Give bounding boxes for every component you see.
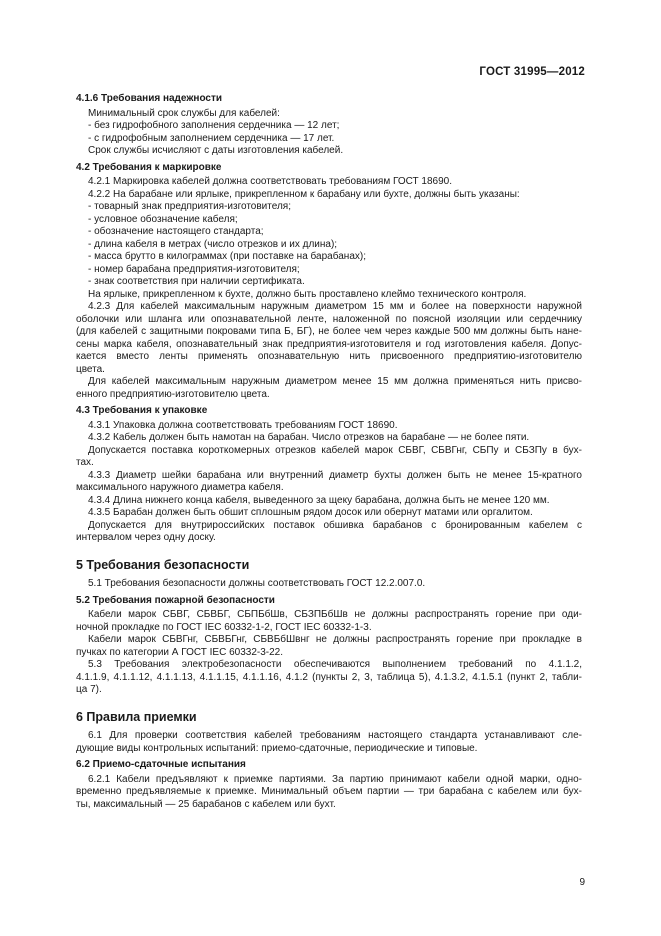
text-line: - товарный знак предприятия-изготовителя;: [88, 201, 291, 212]
subsection-heading: 5.2 Требования пожарной безопасности: [76, 594, 275, 606]
text-line: Срок службы исчисляют с даты изготовления кабелей.: [88, 145, 344, 156]
text-line: 4.3.3 Диаметр шейки барабана или внутренний диаметр бухты должен быть не менее 15-кратного: [88, 469, 582, 481]
text-line: - без гидрофобного заполнения сердечника — 12 лет;: [88, 120, 340, 131]
subsection-heading: 4.1.6 Требования надежности: [76, 93, 223, 104]
subsection-heading: 4.2 Требования к маркировке: [76, 161, 222, 173]
text-line: пучках по категории А ГОСТ IEC 60332-3-22.: [76, 646, 284, 658]
section-heading: 5 Требования безопасности: [76, 557, 250, 572]
subsection-heading: 4.3 Требования к упаковке: [76, 405, 208, 416]
text-line: Кабели марок СБВГнг, СБВБГнг, СБВБбШвнг не должны распространять горение при прокладке в: [88, 634, 582, 645]
text-line: Допускается поставка короткомерных отрезков кабелей марок СБВГ, СБВГнг, СБПу и СБЗПу в бух-: [88, 444, 582, 456]
section-heading: 6 Правила приемки: [76, 709, 197, 724]
text-line: 5.1 Требования безопасности должны соответствовать ГОСТ 12.2.007.0.: [88, 578, 426, 589]
text-line: сены марка кабеля, опознавательный знак предприятия-изготовителя и год изготовления кабеля. Допус-: [76, 338, 582, 350]
text-line: Минимальный срок службы для кабелей:: [88, 107, 280, 119]
text-line: цвета.: [76, 363, 105, 375]
subsection-heading: 6.2 Приемо-сдаточные испытания: [76, 759, 246, 770]
text-line: 6.2.1 Кабели предъявляют к приемке партиями. За партию принимают кабели одной марки, одно-: [88, 773, 582, 785]
text-line: 4.1.1.9, 4.1.1.12, 4.1.1.13, 4.1.1.15, 4.1.1.16, 4.1.2 (пункты 2, 3, таблица 5), 4.1.3.2, 4.1.5.1 (пункт 2, табли-: [76, 671, 582, 683]
page-number: 9: [579, 877, 585, 888]
text-line: 4.3.5 Барабан должен быть обшит сплошным рядом досок или обернут матами или оргалитом.: [88, 507, 533, 518]
text-line: 4.3.2 Кабель должен быть намотан на барабан. Число отрезков на барабане — не более пяти.: [88, 432, 530, 443]
document-code-header: ГОСТ 31995—2012: [479, 66, 585, 78]
text-line: (для кабелей с защитными покровами типа Б, БГ), не более чем через каждые 500 мм должны быть нане-: [76, 326, 582, 337]
text-line: оболочки или шланга или опознавательной ленте, наложенной по поясной изоляции или сердечнику: [76, 313, 582, 325]
text-line: ца 7).: [76, 684, 102, 695]
text-line: дующие виды контрольных испытаний: приемо-сдаточные, периодические и типовые.: [76, 742, 478, 754]
text-line: - обозначение настоящего стандарта;: [88, 226, 264, 237]
text-line: кается вместо ленты применять опознавательную нить присвоенного предприятию-изготовителю: [76, 351, 582, 362]
text-line: - масса брутто в килограммах (при поставке на барабанах);: [88, 251, 366, 262]
text-line: интервалом через одну доску.: [76, 532, 216, 543]
text-line: 4.2.2 На барабане или ярлыке, прикрепленном к барабану или бухте, должны быть указаны:: [88, 188, 520, 200]
text-line: максимального наружного диаметра кабеля.: [76, 482, 284, 493]
text-line: - условное обозначение кабеля;: [88, 213, 238, 225]
text-line: Кабели марок СБВГ, СБВБГ, СБПБбШв, СБЗПБбШв не должны распространять горение при оди-: [88, 609, 582, 620]
text-line: 4.3.4 Длина нижнего конца кабеля, выведенного за щеку барабана, должна быть не менее 120 мм.: [88, 494, 550, 506]
text-line: Допускается для внутрироссийских поставок обшивка барабанов с бронированным кабелем с: [88, 519, 582, 531]
text-line: - номер барабана предприятия-изготовителя;: [88, 263, 300, 275]
text-line: 4.3.1 Упаковка должна соответствовать требованиям ГОСТ 18690.: [88, 419, 398, 431]
text-line: - знак соответствия при наличии сертификата.: [88, 276, 305, 287]
text-line: тах.: [76, 457, 94, 468]
text-line: 6.1 Для проверки соответствия кабелей требованиям настоящего стандарта устанавливают сле-: [88, 730, 582, 741]
text-line: 4.2.1 Маркировка кабелей должна соответствовать требованиям ГОСТ 18690.: [88, 176, 452, 187]
text-line: временно предъявляемые к приемке. Минимальный объем партии — три барабана с кабелем или бух-: [76, 786, 582, 797]
text-line: Для кабелей максимальным наружным диаметром менее 15 мм должна применяться нить присво-: [88, 376, 582, 387]
text-line: 4.2.3 Для кабелей максимальным наружным диаметром 15 мм и более на поверхности наружной: [88, 301, 582, 312]
text-line: На ярлыке, прикрепленном к бухте, должно быть проставлено клеймо технического контроля.: [88, 288, 527, 300]
text-line: ты, максимальный — 25 барабанов с кабелем или бухт.: [76, 798, 336, 810]
text-line: 5.3 Требования электробезопасности обеспечиваются выполнением требований по 4.1.1.2,: [88, 659, 582, 670]
text-line: ночной прокладке по ГОСТ IEC 60332-1-2, ГОСТ IEC 60332-1-3.: [76, 621, 372, 633]
text-line: - длина кабеля в метрах (число отрезков и их длина);: [88, 238, 338, 250]
text-line: енного предприятию-изготовителю цвета.: [76, 388, 270, 400]
document-body: [76, 93, 582, 811]
text-line: - с гидрофобным заполнением сердечника — 17 лет.: [88, 132, 335, 144]
